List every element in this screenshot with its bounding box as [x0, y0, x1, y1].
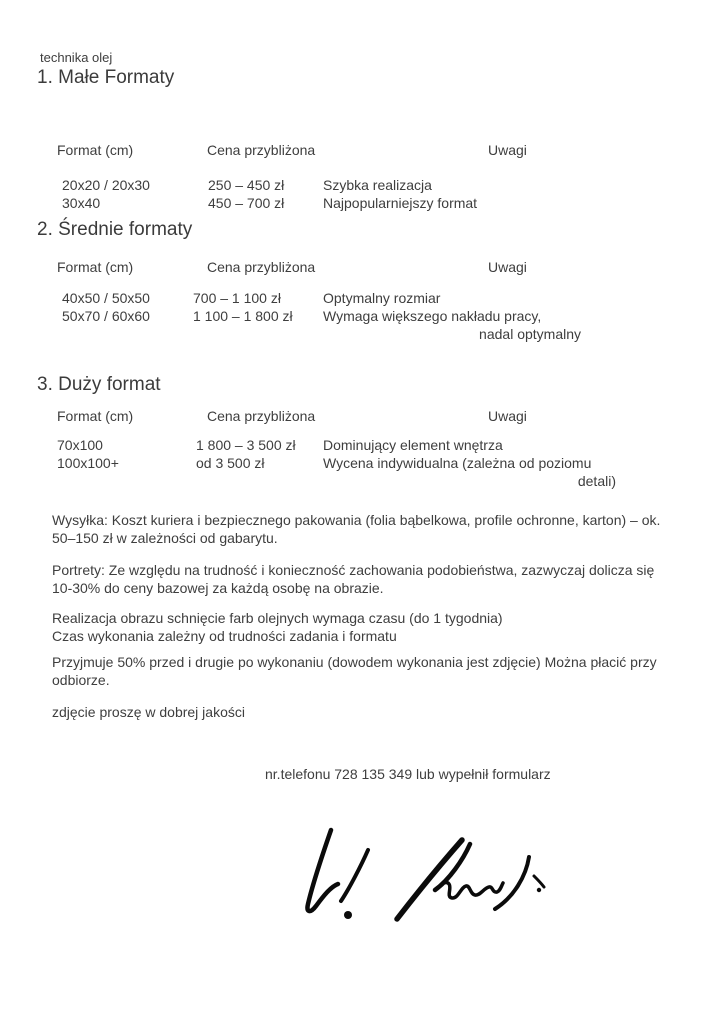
signature-image: [293, 820, 553, 938]
note-continuation-value: nadal optymalny: [479, 326, 581, 342]
column-header-notes: Uwagi: [488, 259, 527, 275]
price-value: 1 100 – 1 800 zł: [193, 308, 293, 324]
format-value: 100x100+: [57, 455, 119, 471]
column-header-notes: Uwagi: [488, 408, 527, 424]
column-header-format: Format (cm): [57, 142, 134, 158]
paragraph-line: Realizacja obrazu schnięcie farb olejnych wymaga czasu (do 1 tygodnia): [52, 610, 503, 626]
section-3-table-header: [0, 407, 725, 425]
paragraph-line: Portrety: Ze względu na trudność i konieczność zachowania podobieństwa, zazwyczaj dolicza się: [52, 562, 655, 578]
column-header-format: Format (cm): [57, 259, 134, 275]
paragraph-line: Przyjmuje 50% przed i drugie po wykonaniu (dowodem wykonania jest zdjęcie) Można płacić przy: [52, 654, 657, 670]
table-row: [0, 436, 725, 454]
shipping-paragraph: [52, 511, 660, 547]
column-header-format: Format (cm): [57, 408, 134, 424]
price-value: 250 – 450 zł: [208, 177, 285, 193]
payment-paragraph: [52, 653, 657, 689]
paragraph-line: odbiorze.: [52, 672, 110, 688]
section-2-heading: 2. Średnie formaty: [37, 219, 193, 240]
price-value: od 3 500 zł: [196, 455, 265, 471]
format-value: 40x50 / 50x50: [62, 290, 150, 306]
technique-note: technika olej: [40, 50, 113, 65]
column-header-price: Cena przybliżona: [207, 142, 316, 158]
section-1-heading: 1. Małe Formaty: [37, 67, 175, 88]
paragraph-line: Wysyłka: Koszt kuriera i bezpiecznego pakowania (folia bąbelkowa, profile ochronne, karton) – ok.: [52, 512, 661, 528]
table-row: [0, 176, 725, 194]
price-value: 1 800 – 3 500 zł: [196, 437, 296, 453]
note-value: Najpopularniejszy format: [323, 195, 478, 211]
note-value: Optymalny rozmiar: [323, 290, 441, 306]
column-header-price: Cena przybliżona: [207, 259, 316, 275]
format-value: 30x40: [62, 195, 101, 211]
photo-quality-paragraph: [52, 703, 245, 721]
note-value: Szybka realizacja: [323, 177, 432, 193]
table-row: [0, 194, 725, 212]
table-row: [0, 454, 725, 472]
price-value: 450 – 700 zł: [208, 195, 285, 211]
table-row-note-continuation: [0, 472, 725, 490]
portraits-paragraph: [52, 561, 654, 597]
section-2-table-header: [0, 258, 725, 276]
paragraph-line: 50–150 zł w zależności od gabarytu.: [52, 530, 278, 546]
note-value: Dominujący element wnętrza: [323, 437, 503, 453]
price-value: 700 – 1 100 zł: [193, 290, 281, 306]
format-value: 70x100: [57, 437, 103, 453]
table-row-note-continuation: [0, 325, 725, 343]
format-value: 50x70 / 60x60: [62, 308, 150, 324]
realization-paragraph: [52, 609, 503, 645]
paragraph-line: 10-30% do ceny bazowej za każdą osobę na obrazie.: [52, 580, 384, 596]
note-value: Wymaga większego nakładu pracy,: [323, 308, 542, 324]
contact-phone-line: nr.telefonu 728 135 349 lub wypełnił formularz: [265, 766, 551, 782]
column-header-notes: Uwagi: [488, 142, 527, 158]
note-continuation-value: detali): [577, 473, 616, 489]
note-value: Wycena indywidualna (zależna od poziomu: [323, 455, 592, 471]
table-row: [0, 307, 725, 325]
format-value: 20x20 / 20x30: [62, 177, 150, 193]
signature-svg: [293, 820, 553, 938]
section-1-table-header: [0, 141, 725, 159]
paragraph-line: zdjęcie proszę w dobrej jakości: [52, 704, 245, 720]
table-row: [0, 289, 725, 307]
paragraph-line: Czas wykonania zależny od trudności zadania i formatu: [52, 628, 397, 644]
section-3-heading: 3. Duży format: [37, 374, 161, 395]
column-header-price: Cena przybliżona: [207, 408, 316, 424]
